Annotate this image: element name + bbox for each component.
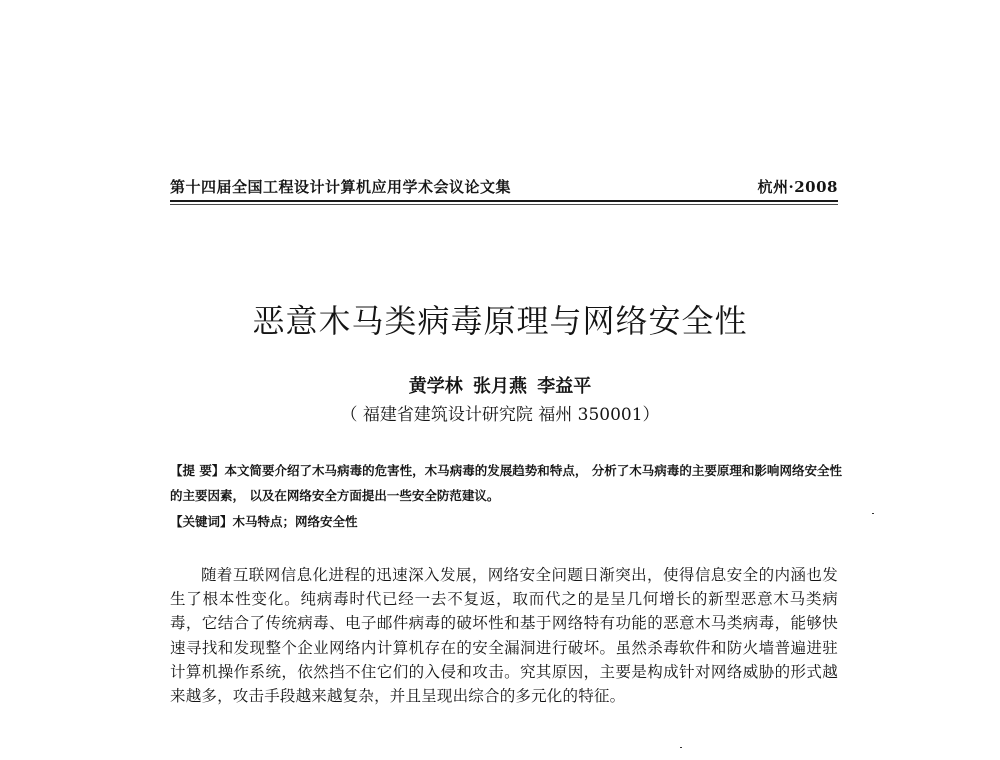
proceedings-title: 第十四届全国工程设计计算机应用学术会议论文集 xyxy=(170,178,512,196)
paper-title: 恶意木马类病毒原理与网络安全性 xyxy=(252,302,748,340)
header-rule-thin xyxy=(170,204,838,205)
scan-speck xyxy=(872,513,874,514)
abstract-text: 本文简要介绍了木马病毒的危害性，木马病毒的发展趋势和特点， 分析了木马病毒的主要原理和影响网络安全性的主要因素， 以及在网络安全方面提出一些安全防范建议。 xyxy=(170,463,843,503)
scan-speck xyxy=(680,747,682,748)
keywords-text: 木马特点；网络安全性 xyxy=(232,514,358,529)
keywords xyxy=(170,512,842,530)
paper-affiliation: （ 福建省建筑设计研究院 福州 350001） xyxy=(340,405,660,425)
paper-authors: 黄学林 张月燕 李益平 xyxy=(408,376,592,397)
abstract xyxy=(170,458,842,508)
running-header xyxy=(170,176,838,197)
keywords-label: 【关键词】 xyxy=(170,514,233,529)
abstract-label: 【提 要】 xyxy=(170,463,225,478)
location-year: 杭州·2008 xyxy=(757,178,838,196)
body-paragraph: 随着互联网信息化进程的迅速深入发展，网络安全问题日渐突出，使得信息安全的内涵也发生了根本性变化。纯病毒时代已经一去不复返，取而代之的是呈几何增长的新型恶意木马类病毒，它结合了传统病毒、电子邮件病毒的破坏性和基于网络特有功能的恶意木马类病毒，能够快速寻找和发现整个企业网络内计算机存在的安全漏洞进行破坏。虽然杀毒软件和防火墙普遍进驻计算机操作系统，依然挡不住它们的入侵和攻击。究其原因，主要是构成针对网络威胁的形式越来越多，攻击手段越来越复杂，并且呈现出综合的多元化的特征。 xyxy=(170,566,838,706)
header-rule-thick xyxy=(170,200,838,202)
